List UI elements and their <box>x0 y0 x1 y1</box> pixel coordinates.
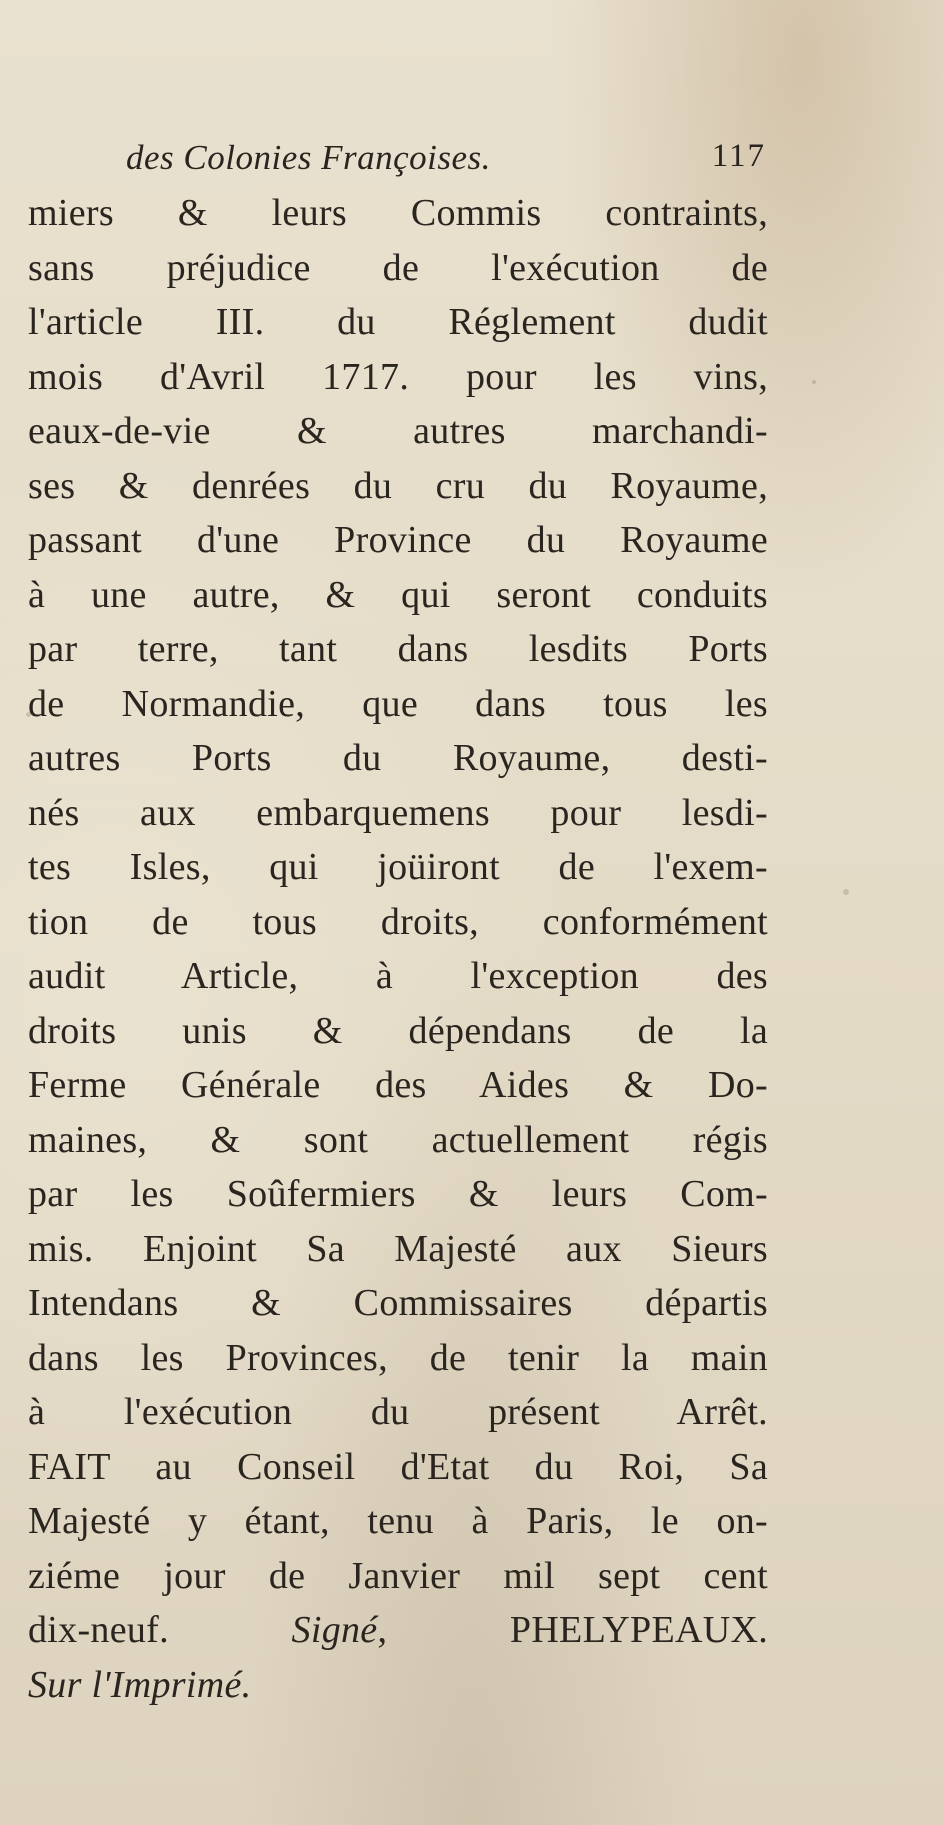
signature-line <box>28 1603 768 1658</box>
signature-prefix: dix-neuf. <box>28 1609 169 1651</box>
running-title: des Colonies Françoises. <box>126 138 491 177</box>
text-line: à l'exécution du présent Arrêt. <box>28 1391 768 1433</box>
text-line: Majesté y étant, tenu à Paris, le on- <box>28 1500 768 1542</box>
text-line: tion de tous droits, conformément <box>28 900 768 943</box>
text-line: mois d'Avril 1717. pour les vins, <box>28 355 768 398</box>
text-line: de Normandie, que dans tous les <box>28 682 768 725</box>
text-line: droits unis & dépendans de la <box>28 1009 768 1052</box>
text-line: Intendans & Commissaires départis <box>28 1282 768 1324</box>
text-line: l'article III. du Réglement dudit <box>28 301 768 343</box>
text-line: dans les Provinces, de tenir la main <box>28 1336 768 1379</box>
text-line: ses & denrées du cru du Royaume, <box>28 464 768 507</box>
page-number: 117 <box>711 138 766 174</box>
text-line: passant d'une Province du Royaume <box>28 519 768 561</box>
text-line: nés aux embarquemens pour lesdi- <box>28 791 768 834</box>
body-text <box>28 186 768 1712</box>
signed-word: Signé <box>291 1609 378 1651</box>
text-line: FAIT au Conseil d'Etat du Roi, Sa <box>28 1445 768 1488</box>
text-line: audit Article, à l'exception des <box>28 955 768 997</box>
text-line: maines, & sont actuellement régis <box>28 1118 768 1161</box>
page-header <box>126 138 766 182</box>
text-line: ziéme jour de Janvier mil sept cent <box>28 1554 768 1597</box>
ink-speck <box>812 380 816 384</box>
signatory-name: , PHELYPEAUX. <box>377 1609 768 1651</box>
text-line: par terre, tant dans lesdits Ports <box>28 628 768 670</box>
text-line: tes Isles, qui joüiront de l'exem- <box>28 846 768 888</box>
text-line: miers & leurs Commis contraints, <box>28 192 768 234</box>
text-line: par les Soûfermiers & leurs Com- <box>28 1173 768 1215</box>
ink-speck <box>843 889 849 895</box>
closing-note: Sur l'Imprimé. <box>28 1663 252 1706</box>
text-line: Ferme Générale des Aides & Do- <box>28 1064 768 1106</box>
text-line: à une autre, & qui seront conduits <box>28 573 768 616</box>
text-line: mis. Enjoint Sa Majesté aux Sieurs <box>28 1227 768 1270</box>
text-line: autres Ports du Royaume, desti- <box>28 737 768 779</box>
text-line: sans préjudice de l'exécution de <box>28 246 768 289</box>
text-line: eaux-de-vie & autres marchandi- <box>28 410 768 452</box>
